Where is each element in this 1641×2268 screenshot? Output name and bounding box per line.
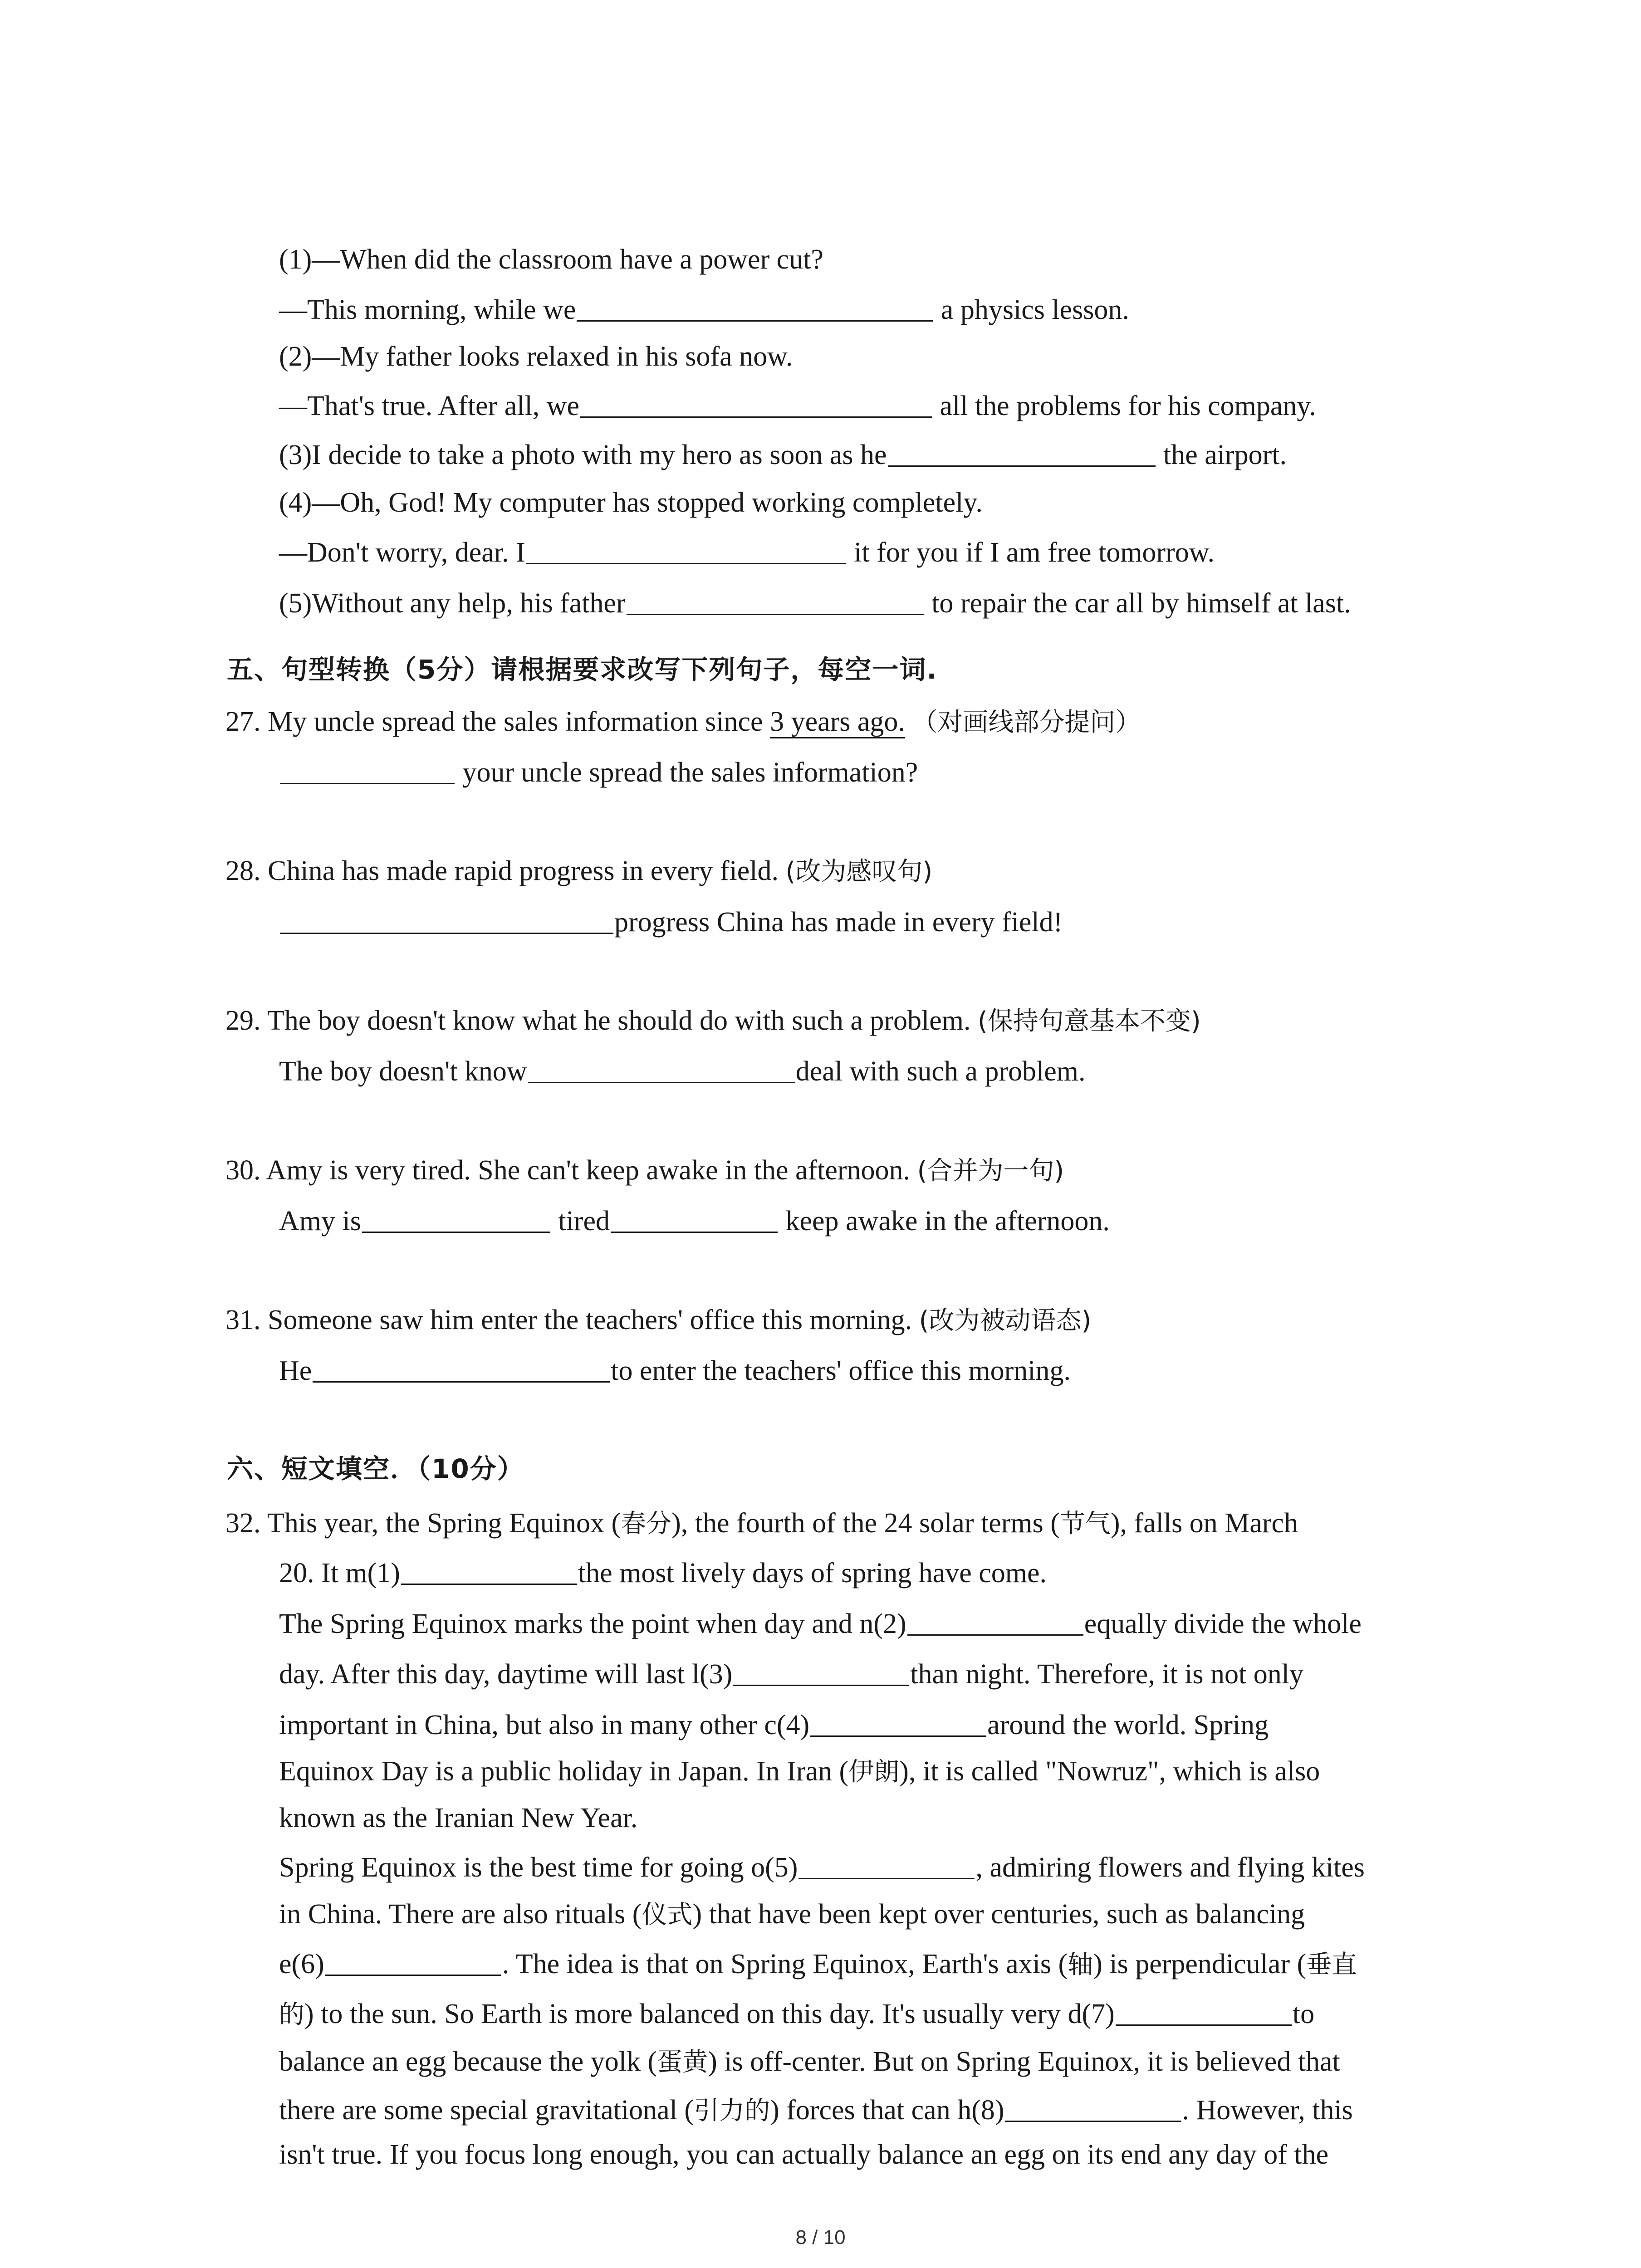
q28-prompt: 28. China has made rapid progress in every field. (改为感叹句) <box>225 855 933 886</box>
q27-answer: your uncle spread the sales information? <box>279 754 918 791</box>
answer-blank[interactable] <box>907 1607 1083 1636</box>
passage-line: 32. This year, the Spring Equinox (春分), the fourth of the 24 solar terms (节气), falls on March <box>225 1508 1298 1539</box>
passage-line: 20. It m(1) the most lively days of spring have come. <box>279 1555 1047 1591</box>
item-4-answer: —Don't worry, dear. I it for you if I am free tomorrow. <box>279 534 1215 571</box>
q30-answer: Amy is tired keep awake in the afternoon. <box>279 1203 1110 1239</box>
answer-blank[interactable] <box>526 536 846 564</box>
item-3: (3)I decide to take a photo with my hero as soon as he the airport. <box>279 437 1287 473</box>
section-5-title: 五、句型转换（5分）请根据要求改写下列句子，每空一词. <box>227 654 938 685</box>
passage-line: balance an egg because the yolk (蛋黄) is off-center. But on Spring Equinox, it is believed that <box>279 2046 1340 2077</box>
answer-blank[interactable] <box>810 1708 986 1737</box>
item-5: (5)Without any help, his father to repair the car all by himself at last. <box>279 585 1351 621</box>
passage-line: in China. There are also rituals (仪式) that have been kept over centuries, such as balancing <box>279 1899 1305 1930</box>
passage-line: e(6) . The idea is that on Spring Equinox, Earth's axis (轴) is perpendicular (垂直 <box>279 1946 1357 1982</box>
page-number: 8 / 10 <box>795 2226 846 2248</box>
passage-line: there are some special gravitational (引力的) forces that can h(8) . However, this <box>279 2092 1353 2128</box>
item-2-question: (2)—My father looks relaxed in his sofa now. <box>279 341 793 372</box>
item-2-answer: —That's true. After all, we all the problems for his company. <box>279 388 1316 424</box>
answer-blank[interactable] <box>528 1055 795 1083</box>
answer-blank[interactable] <box>577 293 933 322</box>
section-6-title: 六、短文填空．（10分） <box>227 1453 524 1484</box>
answer-blank[interactable] <box>401 1556 577 1585</box>
q28-answer: progress China has made in every field! <box>279 904 1063 940</box>
answer-blank[interactable] <box>580 389 932 418</box>
passage-line: isn't true. If you focus long enough, you can actually balance an egg on its end any day of the <box>279 2139 1329 2170</box>
q29-prompt: 29. The boy doesn't know what he should do with such a problem. (保持句意基本不变) <box>225 1005 1201 1036</box>
answer-blank[interactable] <box>280 756 455 784</box>
answer-blank[interactable] <box>313 1354 610 1383</box>
q29-answer: The boy doesn't know deal with such a problem. <box>279 1053 1086 1090</box>
passage-line: known as the Iranian New Year. <box>279 1803 638 1833</box>
answer-blank[interactable] <box>1005 2093 1181 2122</box>
q31-answer: He to enter the teachers' office this morning. <box>279 1353 1071 1389</box>
item-4-question: (4)—Oh, God! My computer has stopped working completely. <box>279 487 983 518</box>
answer-blank[interactable] <box>280 905 613 934</box>
q31-prompt: 31. Someone saw him enter the teachers' office this morning. (改为被动语态) <box>225 1305 1092 1335</box>
passage-line: day. After this day, daytime will last l(3) than night. Therefore, it is not only <box>279 1656 1303 1692</box>
answer-blank[interactable] <box>325 1947 501 1976</box>
answer-blank[interactable] <box>733 1657 909 1686</box>
answer-blank[interactable] <box>798 1851 975 1879</box>
answer-blank[interactable] <box>362 1204 550 1233</box>
passage-line: Equinox Day is a public holiday in Japan. In Iran (伊朗), it is called "Nowruz", which is also <box>279 1756 1320 1787</box>
passage-line: 的) to the sun. So Earth is more balanced on this day. It's usually very d(7) to <box>279 1996 1314 2032</box>
answer-blank[interactable] <box>888 438 1156 467</box>
answer-blank[interactable] <box>627 587 924 615</box>
passage-line: important in China, but also in many other c(4) around the world. Spring <box>279 1707 1269 1743</box>
item-1-answer: —This morning, while we a physics lesson. <box>279 292 1129 328</box>
q27-prompt: 27. My uncle spread the sales information since 3 years ago. （对画线部分提问） <box>225 704 1141 740</box>
passage-line: Spring Equinox is the best time for going o(5) , admiring flowers and flying kites <box>279 1849 1365 1886</box>
answer-blank[interactable] <box>1116 1997 1292 2026</box>
q30-prompt: 30. Amy is very tired. She can't keep awake in the afternoon. (合并为一句) <box>225 1155 1064 1186</box>
item-1-question: (1)—When did the classroom have a power cut? <box>279 244 823 275</box>
passage-line: The Spring Equinox marks the point when day and n(2) equally divide the whole <box>279 1606 1362 1642</box>
answer-blank[interactable] <box>611 1204 778 1233</box>
